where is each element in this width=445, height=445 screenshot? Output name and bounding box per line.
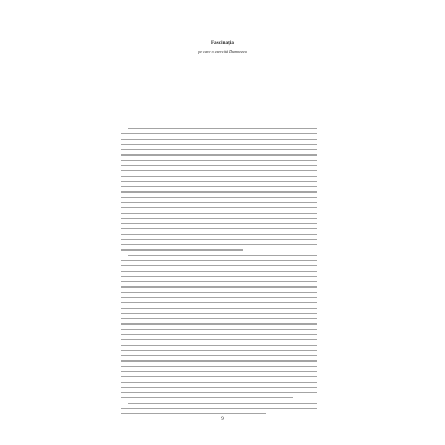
text-line-placeholder [121,387,317,388]
text-line-placeholder [121,276,317,277]
text-line-placeholder [121,265,317,266]
text-line-placeholder [121,360,317,361]
text-line-placeholder [121,154,317,155]
text-line-placeholder [121,139,317,140]
text-line-placeholder [121,376,317,377]
text-line-placeholder [121,408,317,409]
text-line-placeholder [121,302,317,303]
text-line-placeholder [121,329,317,330]
text-line-placeholder [121,213,317,214]
text-line-placeholder [121,350,317,351]
text-line-placeholder [121,160,317,161]
text-line-placeholder [121,260,317,261]
text-line-placeholder [121,197,317,198]
text-line-placeholder [121,176,317,177]
text-line-placeholder [121,181,317,182]
running-header-title: Fascinația [211,41,234,46]
text-line-placeholder [121,144,317,145]
text-line-placeholder [121,165,317,166]
text-line-placeholder [121,234,317,235]
text-line-placeholder [128,255,317,256]
text-line-placeholder [121,318,317,319]
page-number: 9 [221,417,224,422]
text-line-placeholder [121,323,317,324]
text-line-placeholder [121,281,317,282]
text-line-placeholder [121,292,317,293]
text-line-placeholder [121,397,293,398]
text-line-placeholder [121,186,317,187]
text-line-placeholder [121,334,317,335]
text-line-placeholder [121,308,317,309]
text-line-placeholder [121,133,317,134]
text-line-placeholder [121,297,317,298]
text-line-placeholder [121,413,266,414]
text-line-placeholder [121,271,317,272]
text-line-placeholder [121,149,317,150]
body-text-block [121,128,317,418]
text-line-placeholder [121,239,317,240]
text-line-placeholder [121,249,243,250]
text-line-placeholder [121,286,317,287]
text-line-placeholder [121,202,317,203]
text-line-placeholder [121,228,317,229]
text-line-placeholder [121,223,317,224]
text-line-placeholder [121,355,317,356]
text-line-placeholder [121,371,317,372]
text-line-placeholder [121,345,317,346]
text-line-placeholder [121,382,317,383]
text-line-placeholder [121,218,317,219]
text-line-placeholder [128,128,317,129]
text-line-placeholder [121,207,317,208]
text-line-placeholder [121,170,317,171]
text-line-placeholder [121,392,317,393]
text-line-placeholder [121,366,317,367]
text-line-placeholder [128,403,317,404]
text-line-placeholder [121,244,317,245]
text-line-placeholder [121,313,317,314]
running-header-subtitle: pe care o exercită Dumnezeu [198,49,247,54]
text-line-placeholder [121,339,317,340]
text-line-placeholder [121,191,317,192]
